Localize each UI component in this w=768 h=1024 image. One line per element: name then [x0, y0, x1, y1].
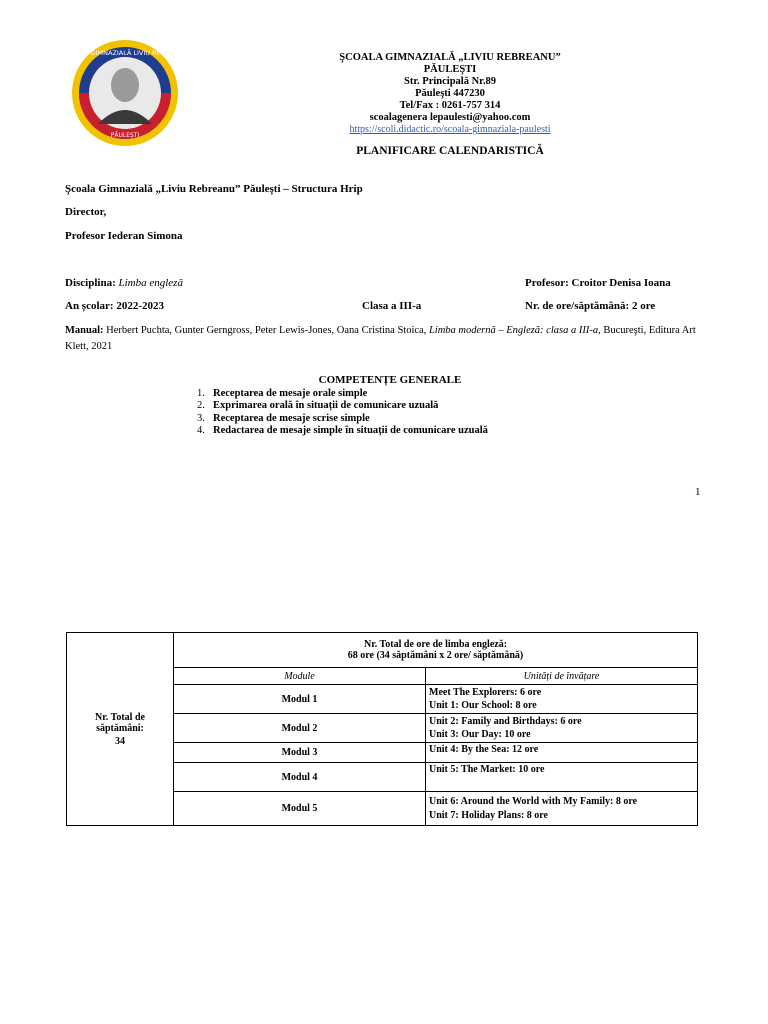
- manual-publisher: Editura Art Klett, 2021: [65, 325, 696, 352]
- phone-number: Tel/Fax : 0261-757 314: [399, 100, 501, 111]
- class-row: [362, 300, 421, 313]
- town-name: PĂULEŞTI: [423, 64, 477, 75]
- manual-label: Manual:: [65, 325, 104, 336]
- total-hours-cell: Nr. Total de ore de limba engleză: 68 ore (34 săptămâni x 2 ore/ săptămână): [174, 633, 698, 668]
- table-row: Modul 2 Unit 2: Family and Birthdays: 6 ore Unit 3: Our Day: 10 ore: [67, 714, 698, 743]
- units-header: Unități de învățare: [426, 668, 698, 685]
- hours-value: 2 ore: [631, 300, 656, 312]
- page-number: 1: [695, 486, 701, 498]
- total-weeks-cell: Nr. Total de săptămâni: 34: [67, 633, 174, 826]
- logo-bottom-text: PĂULEȘTI: [110, 132, 140, 139]
- competences-list: [197, 388, 488, 438]
- class-label: Clasa: [362, 300, 389, 312]
- school-logo: [62, 38, 188, 148]
- email-address: scoalagenera lepaulesti@yahoo.com: [369, 112, 531, 123]
- discipline-label: Disciplina:: [65, 277, 116, 289]
- manual-title: Limba modernă – Engleză: clasa a III-a,: [428, 325, 601, 336]
- school-name: ŞCOALA GIMNAZIALĂ „LIVIU REBREANU”: [339, 52, 561, 63]
- competence-item: 1. Receptarea de mesaje orale simple: [197, 388, 368, 399]
- school-structure: Şcoala Gimnazială „Liviu Rebreanu” Păuleşti – Structura Hrip: [65, 183, 363, 195]
- total-weeks-value: 34: [115, 735, 125, 747]
- portrait-head-icon: [111, 68, 139, 102]
- school-year-row: [65, 300, 164, 313]
- competences-title: COMPETENȚE GENERALE: [318, 374, 462, 386]
- competence-item: 3. Receptarea de mesaje scrise simple: [197, 412, 370, 424]
- table-row: Modul 4 Unit 5: The Market: 10 ore: [67, 763, 698, 792]
- hours-label: Nr. de ore/săptămână:: [525, 300, 630, 312]
- website-link[interactable]: https://scoli.didactic.ro/scoala-gimnaziala-paulesti: [349, 124, 551, 135]
- manual-city: Bucureşti,: [603, 325, 647, 336]
- postal-code: Păuleşti 447230: [415, 88, 485, 99]
- competence-item: 4. Redactarea de mesaje simple în situații de comunicare uzuală: [197, 425, 488, 437]
- hours-row: [525, 300, 655, 313]
- modules-header: Module: [174, 668, 426, 685]
- logo-ring-text: ȘCOALA GIMNAZIALĂ LIVIU REBREANU: [62, 49, 188, 57]
- manual-info: [65, 323, 705, 355]
- page-title: PLANIFICARE CALENDARISTICĂ: [356, 145, 544, 157]
- professor-label: Profesor:: [525, 277, 569, 289]
- director-label: Director,: [65, 206, 107, 218]
- discipline-row: [65, 277, 183, 290]
- director-name: Profesor Iederan Simona: [65, 230, 183, 242]
- table-row: Modul 3 Unit 4: By the Sea: 12 ore: [67, 743, 698, 763]
- planning-table: [66, 632, 698, 826]
- competence-item: 2. Exprimarea orală în situații de comunicare uzuală: [197, 400, 439, 412]
- professor-value: Croitor Denisa Ioana: [571, 277, 671, 289]
- table-row: Modul 5 Unit 6: Around the World with My Family: 8 ore Unit 7: Holiday Plans: 8 ore: [67, 792, 698, 826]
- manual-authors: Herbert Puchta, Gunter Gerngross, Peter Lewis-Jones, Oana Cristina Stoica,: [106, 325, 427, 336]
- table-row: Modul 1 Meet The Explorers: 6 ore Unit 1: Our School: 8 ore: [67, 685, 698, 714]
- class-value: a III-a: [391, 300, 422, 312]
- school-year-label: An școlar:: [65, 300, 114, 312]
- school-year-value: 2022-2023: [116, 300, 164, 312]
- discipline-value: Limba engleză: [118, 277, 183, 289]
- street-address: Str. Principală Nr.89: [404, 76, 496, 87]
- professor-row: [525, 277, 671, 290]
